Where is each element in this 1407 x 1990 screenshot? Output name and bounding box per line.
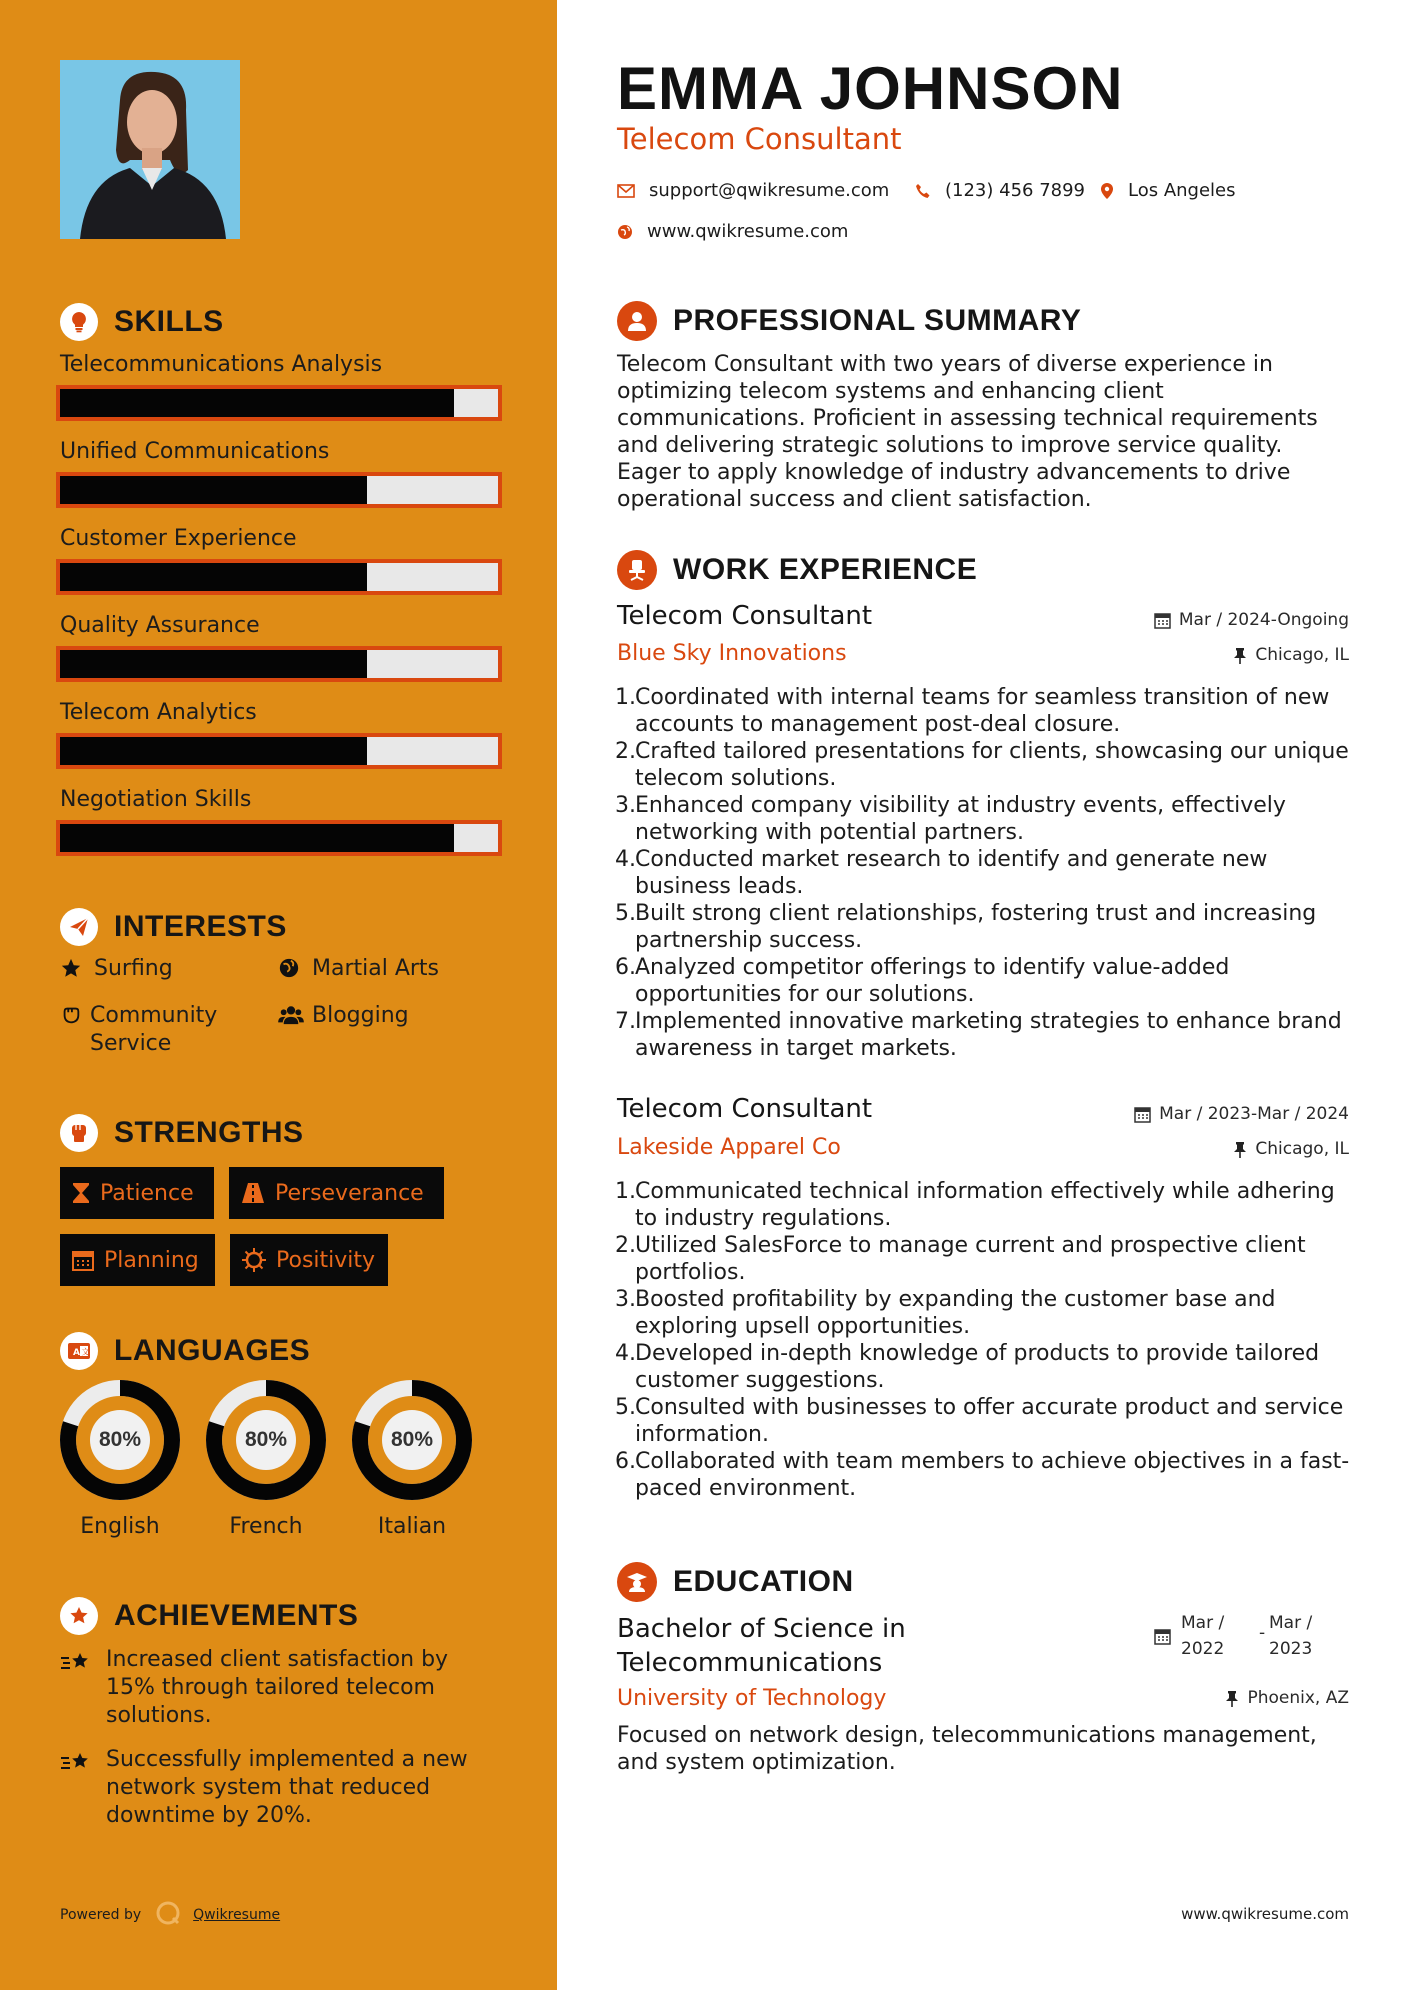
list-item: Developed in-depth knowledge of products to provide tailored customer suggestions. <box>635 1341 1320 1393</box>
school-location: Phoenix, AZ <box>1225 1688 1349 1708</box>
achievements-heading <box>60 1595 358 1637</box>
profile-photo <box>60 60 240 239</box>
language-item <box>204 1378 328 1539</box>
strength-tag: Planning <box>60 1234 215 1286</box>
skill-bar <box>56 385 502 421</box>
office-chair-icon <box>617 550 657 590</box>
award-star-icon <box>60 1597 98 1635</box>
globe-icon <box>617 224 633 240</box>
skill-bar-fill <box>60 650 367 678</box>
svg-text:文: 文 <box>81 1347 90 1357</box>
experience-heading: WORK EXPERIENCE <box>617 549 977 591</box>
skill-label: Telecommunications Analysis <box>60 352 383 377</box>
school-name: University of Technology <box>617 1686 887 1711</box>
language-item <box>350 1378 474 1539</box>
calendar-icon <box>1134 1106 1151 1123</box>
skill-label: Customer Experience <box>60 526 297 551</box>
star-icon <box>60 955 86 985</box>
pushpin-icon <box>1225 1690 1239 1707</box>
language-ring <box>58 1378 182 1502</box>
skill-label: Quality Assurance <box>60 613 260 638</box>
sun-icon <box>242 1248 266 1272</box>
skill-bar <box>56 733 502 769</box>
list-item: Coordinated with internal teams for seamless transition of new accounts to management post-deal closure. <box>635 685 1330 737</box>
list-item: Conducted market research to identify and generate new business leads. <box>635 847 1268 899</box>
shooting-star-icon <box>60 1646 96 1684</box>
skills-heading <box>60 301 224 343</box>
skill-label: Unified Communications <box>60 439 330 464</box>
language-item <box>58 1378 182 1539</box>
skill-bar-fill <box>60 476 367 504</box>
strength-tag: Positivity <box>230 1234 388 1286</box>
footer-website[interactable]: www.qwikresume.com <box>1181 1905 1349 1923</box>
language-percent: 80% <box>390 1428 434 1451</box>
skill-bar <box>56 820 502 856</box>
envelope-icon <box>617 184 635 198</box>
job-location: Chicago, IL <box>1233 645 1349 665</box>
hand-icon <box>60 1002 82 1032</box>
calendar-icon <box>72 1249 94 1271</box>
list-item: Boosted profitability by expanding the customer base and exploring upsell opportunities. <box>635 1287 1276 1339</box>
candidate-name: EMMA JOHNSON <box>617 55 1124 122</box>
achievement-item: Successfully implemented a new network system that reduced downtime by 20%. <box>60 1746 500 1830</box>
pushpin-icon <box>1233 647 1247 664</box>
qwikresume-link[interactable]: Qwikresume <box>193 1907 281 1923</box>
job-location: Chicago, IL <box>1233 1139 1349 1159</box>
calendar-icon <box>1154 612 1171 629</box>
map-pin-icon <box>1100 182 1114 200</box>
svg-text:A: A <box>73 1348 80 1358</box>
interest-item: Martial Arts <box>278 955 439 985</box>
interests-title: INTERESTS <box>114 910 287 943</box>
contact-location: Los Angeles <box>1100 180 1236 201</box>
qwikresume-logo-icon <box>155 1900 181 1930</box>
language-ring <box>204 1378 328 1502</box>
list-item: Consulted with businesses to offer accurate product and service information. <box>635 1395 1344 1447</box>
strengths-heading <box>60 1112 304 1154</box>
strengths-title: STRENGTHS <box>114 1116 304 1149</box>
user-icon <box>617 301 657 341</box>
sidebar <box>0 0 557 1990</box>
list-item: Implemented innovative marketing strategies to enhance brand awareness in target markets. <box>635 1009 1342 1061</box>
phone-icon <box>915 183 931 199</box>
skill-bar <box>56 472 502 508</box>
interest-item: Blogging <box>278 1002 409 1032</box>
degree-title: Bachelor of Science in Telecommunications <box>617 1614 906 1678</box>
interests-heading <box>60 906 287 948</box>
job-company: Blue Sky Innovations <box>617 641 847 666</box>
job-dates: Mar / 2024-Ongoing <box>1154 610 1349 630</box>
powered-by: Powered by Qwikresume <box>60 1900 280 1930</box>
hourglass-icon <box>72 1182 90 1204</box>
skill-bar <box>56 646 502 682</box>
job-company: Lakeside Apparel Co <box>617 1135 841 1160</box>
summary-text: Telecom Consultant with two years of diverse experience in optimizing telecom systems and enhancing client communications. Proficient in assessing technical requirements and delivering strategic solutions to improve service quality. Eager to apply knowledge of industry advancements to drive operational success and client satisfaction. <box>617 352 1318 512</box>
skill-bar-fill <box>60 389 454 417</box>
list-item: Communicated technical information effectively while adhering to industry regulations. <box>635 1179 1335 1231</box>
contact-website[interactable]: www.qwikresume.com <box>617 221 848 242</box>
skills-title: SKILLS <box>114 305 224 338</box>
road-icon <box>241 1182 265 1204</box>
list-item: Utilized SalesForce to manage current and prospective client portfolios. <box>635 1233 1306 1285</box>
contact-phone[interactable]: (123) 456 7899 <box>915 180 1085 201</box>
job-duties-list <box>617 1178 1357 1502</box>
globe-icon <box>278 955 304 985</box>
language-name: English <box>80 1514 160 1539</box>
job-duties-list <box>617 684 1357 1062</box>
list-item: Built strong client relationships, fostering trust and increasing partnership success. <box>635 901 1317 953</box>
interest-item: Surfing <box>60 955 173 985</box>
language-percent: 80% <box>244 1428 288 1451</box>
skill-bar-fill <box>60 563 367 591</box>
fist-icon <box>60 1114 98 1152</box>
lightbulb-icon <box>60 303 98 341</box>
strength-tag: Perseverance <box>229 1167 444 1219</box>
list-item: Crafted tailored presentations for clients, showcasing our unique telecom solutions. <box>635 739 1349 791</box>
language-ring <box>350 1378 474 1502</box>
interest-item: Community Service <box>60 1002 260 1058</box>
language-icon <box>60 1332 98 1370</box>
job-title: Telecom Consultant <box>617 1094 873 1124</box>
language-name: Italian <box>377 1514 447 1539</box>
skill-bar-fill <box>60 737 367 765</box>
candidate-role: Telecom Consultant <box>617 122 902 156</box>
skill-bar <box>56 559 502 595</box>
shooting-star-icon <box>60 1746 96 1784</box>
pushpin-icon <box>1233 1141 1247 1158</box>
summary-heading: PROFESSIONAL SUMMARY <box>617 300 1081 342</box>
achievements-title: ACHIEVEMENTS <box>114 1599 359 1632</box>
language-name: French <box>229 1514 303 1539</box>
achievement-item: Increased client satisfaction by 15% through tailored telecom solutions. <box>60 1646 500 1730</box>
education-end-date: Mar / 2023 <box>1269 1613 1313 1659</box>
paper-plane-icon <box>60 908 98 946</box>
calendar-icon <box>1154 1628 1171 1649</box>
strength-tag: Patience <box>60 1167 214 1219</box>
languages-heading <box>60 1330 310 1372</box>
graduate-icon <box>617 1562 657 1602</box>
job-title: Telecom Consultant <box>617 601 873 631</box>
job-dates: Mar / 2023-Mar / 2024 <box>1134 1104 1349 1124</box>
users-icon <box>278 1002 304 1032</box>
language-percent: 80% <box>98 1428 142 1451</box>
skill-label: Negotiation Skills <box>60 787 252 812</box>
date-separator: - <box>1259 1623 1266 1643</box>
education-start-date: Mar / 2022 <box>1181 1613 1225 1659</box>
languages-title: LANGUAGES <box>114 1334 311 1367</box>
list-item: Enhanced company visibility at industry events, effectively networking with potential partners. <box>635 793 1286 845</box>
skill-bar-fill <box>60 824 454 852</box>
skill-label: Telecom Analytics <box>60 700 257 725</box>
education-description: Focused on network design, telecommunications management, and system optimization. <box>617 1723 1317 1775</box>
list-item: Analyzed competitor offerings to identify value-added opportunities for our solutions. <box>635 955 1230 1007</box>
education-heading: EDUCATION <box>617 1561 854 1603</box>
list-item: Collaborated with team members to achieve objectives in a fast-paced environment. <box>635 1449 1350 1501</box>
contact-email[interactable]: support@qwikresume.com <box>617 180 889 201</box>
